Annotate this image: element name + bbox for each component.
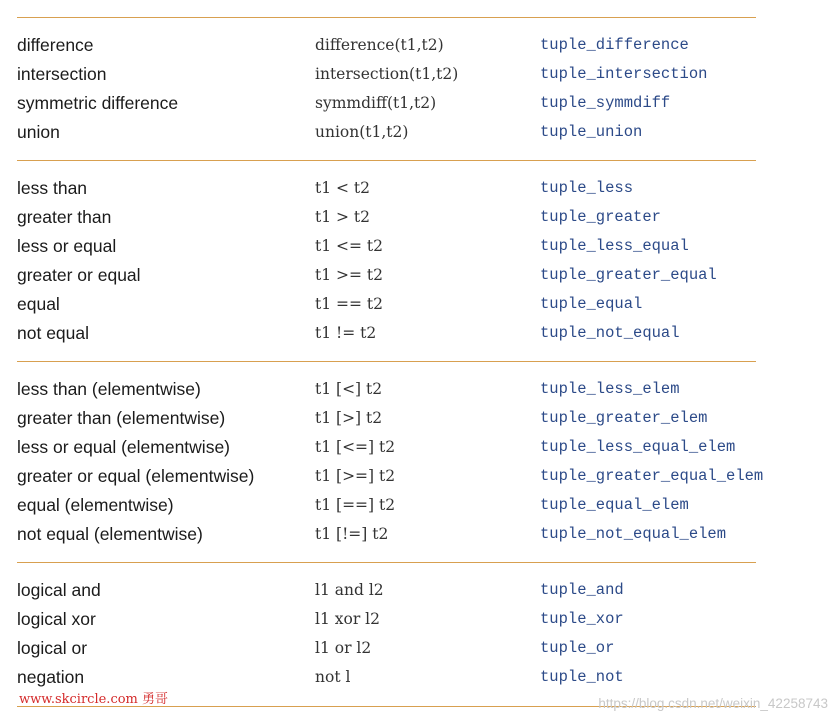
expression: intersection(t1,t2) (315, 65, 459, 83)
table-row (0, 404, 838, 433)
operation-name: difference (17, 35, 94, 55)
expression: t1 <= t2 (315, 237, 384, 255)
expression: not l (315, 668, 351, 686)
group-divider (17, 562, 756, 563)
table-row (0, 491, 838, 520)
operation-name: equal (elementwise) (17, 495, 174, 515)
table-row (0, 31, 838, 60)
table-row (0, 261, 838, 290)
table-row (0, 576, 838, 605)
table-row (0, 60, 838, 89)
operator-link[interactable]: tuple_greater_equal (540, 266, 717, 284)
expression: t1 < t2 (315, 179, 371, 197)
operator-link[interactable]: tuple_less_equal_elem (540, 438, 736, 456)
expression: t1 != t2 (315, 324, 377, 342)
operation-name: less or equal (17, 236, 117, 256)
operation-name: less than (17, 178, 88, 198)
operation-name: greater or equal (elementwise) (17, 466, 255, 486)
expression: l1 or l2 (315, 639, 372, 657)
table-row (0, 462, 838, 491)
expression: t1 >= t2 (315, 266, 384, 284)
group-logical (0, 576, 838, 692)
operator-link[interactable]: tuple_symmdiff (540, 94, 671, 112)
operation-name: greater or equal (17, 265, 141, 285)
expression: t1 > t2 (315, 208, 371, 226)
expression: t1 [!=] t2 (315, 525, 389, 543)
operation-name: negation (17, 667, 85, 687)
operation-name: logical and (17, 580, 101, 600)
operator-link[interactable]: tuple_xor (540, 610, 624, 628)
table-row (0, 375, 838, 404)
operation-name: symmetric difference (17, 93, 179, 113)
expression: union(t1,t2) (315, 123, 409, 141)
operator-link[interactable]: tuple_not_equal (540, 324, 680, 342)
expression: t1 [>] t2 (315, 409, 383, 427)
operator-link[interactable]: tuple_union (540, 123, 643, 141)
operation-name: greater than (elementwise) (17, 408, 226, 428)
expression: l1 and l2 (315, 581, 384, 599)
expression: t1 [==] t2 (315, 496, 396, 514)
table-row (0, 232, 838, 261)
operator-link[interactable]: tuple_and (540, 581, 624, 599)
operation-name: less or equal (elementwise) (17, 437, 231, 457)
group-comparisons (0, 174, 838, 348)
table-row (0, 433, 838, 462)
watermark-url: https://blog.csdn.net/weixin_42258743 (598, 696, 828, 711)
operator-link[interactable]: tuple_difference (540, 36, 689, 54)
expression: l1 xor l2 (315, 610, 380, 628)
expression: t1 [>=] t2 (315, 467, 396, 485)
operation-name: greater than (17, 207, 112, 227)
operation-name: less than (elementwise) (17, 379, 201, 399)
operation-name: logical or (17, 638, 88, 658)
operator-link[interactable]: tuple_intersection (540, 65, 708, 83)
operator-link[interactable]: tuple_greater (540, 208, 661, 226)
group-set-operations (0, 31, 838, 147)
expression: symmdiff(t1,t2) (315, 94, 437, 112)
table-row (0, 605, 838, 634)
watermark-site: www.skcircle.com 勇哥 (19, 692, 169, 707)
table-row (0, 174, 838, 203)
operator-link[interactable]: tuple_greater_equal_elem (540, 467, 764, 485)
table-row (0, 634, 838, 663)
operator-link[interactable]: tuple_not (540, 668, 624, 686)
group-divider (17, 160, 756, 161)
expression: difference(t1,t2) (315, 36, 444, 54)
operation-name: intersection (17, 64, 107, 84)
table-top-rule (17, 17, 756, 18)
operation-name: not equal (17, 323, 90, 343)
operation-name: equal (17, 294, 60, 314)
group-divider (17, 361, 756, 362)
expression: t1 == t2 (315, 295, 384, 313)
expression: t1 [<] t2 (315, 380, 383, 398)
table-row (0, 520, 838, 549)
operator-link[interactable]: tuple_less_equal (540, 237, 689, 255)
table-row (0, 203, 838, 232)
operator-link[interactable]: tuple_equal_elem (540, 496, 689, 514)
table-row (0, 89, 838, 118)
operator-link[interactable]: tuple_not_equal_elem (540, 525, 727, 543)
table-row (0, 290, 838, 319)
table-row (0, 319, 838, 348)
table-row (0, 118, 838, 147)
expression: t1 [<=] t2 (315, 438, 396, 456)
operator-link[interactable]: tuple_equal (540, 295, 643, 313)
operator-link[interactable]: tuple_or (540, 639, 615, 657)
operation-name: not equal (elementwise) (17, 524, 203, 544)
operation-name: union (17, 122, 60, 142)
operator-link[interactable]: tuple_less_elem (540, 380, 680, 398)
group-elementwise-comparisons (0, 375, 838, 549)
operator-link[interactable]: tuple_less (540, 179, 634, 197)
operator-link[interactable]: tuple_greater_elem (540, 409, 708, 427)
operation-name: logical xor (17, 609, 96, 629)
